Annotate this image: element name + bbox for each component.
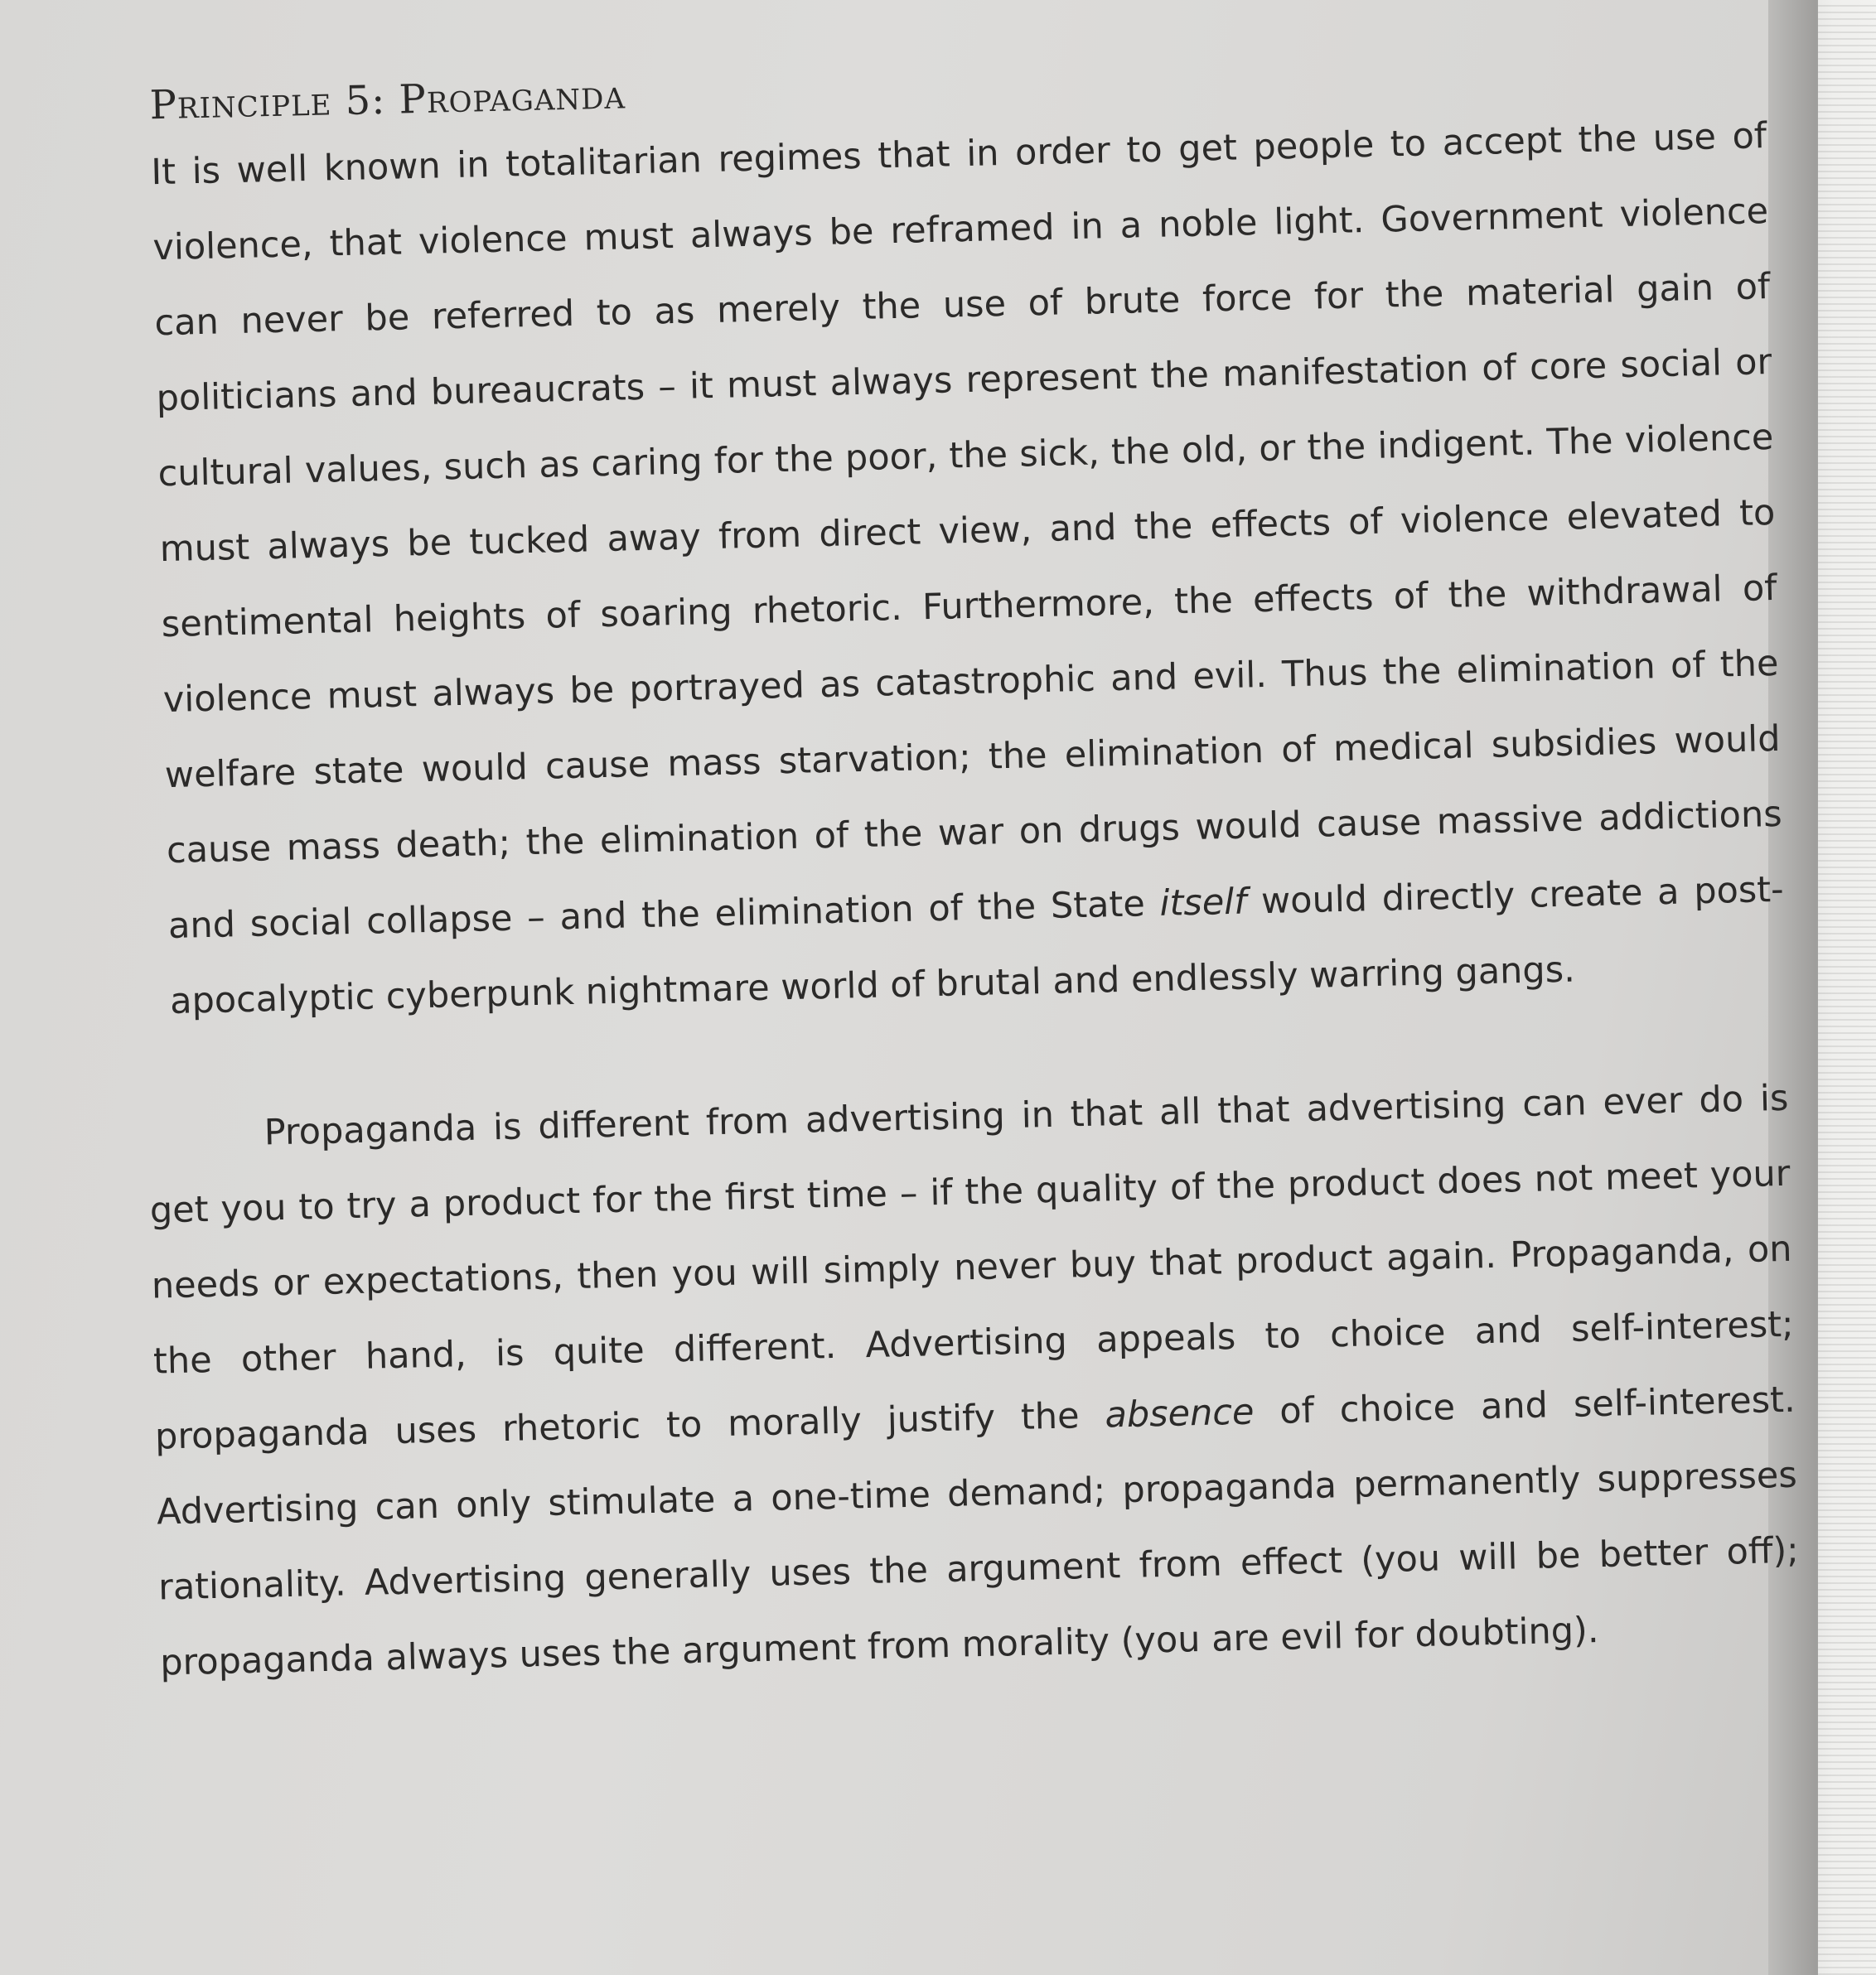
paragraph-1-emphasis: itself: [1158, 881, 1247, 925]
paragraph-2-text: Propaganda is different from advertising in that all that advertising can ever do is get you to try a product for the first time – if the quality of the product does not meet your needs or expectations, then you will simply never buy that product again. Propaganda, on the other hand, is quite different. Advertising appeals to choice and self-interest; propaganda uses rhetoric to morally justify the: [149, 1077, 1795, 1458]
paragraph-2-emphasis: absence: [1104, 1391, 1255, 1437]
next-page-edge: [1818, 0, 1876, 1975]
paragraph-1: [125, 99, 1786, 1041]
paragraph-2: [147, 1061, 1801, 1702]
paragraph-1-text-end: would directly create a post-apocalyptic cyberpunk nightmare world of brutal and endlessly warring gangs.: [169, 868, 1785, 1023]
section-heading: Principle 5: Propaganda: [148, 71, 626, 129]
paragraph-1-text: It is well known in totalitarian regimes that in order to get people to accept the use of violence, that violence must always be reframed in a noble light. Government violence can never be referred to as merely the use of brute force for the material gain of politicians and bureaucrats – it must always represent the manifestation of core social or cultural values, such as caring for the poor, the sick, the old, or the indigent. The violence must always be tucked away from direct view, and the effects of violence elevated to sentimental heights of soaring rhetoric. Furthermore, the effects of the withdrawal of violence must always be portrayed as catastrophic and evil. Thus the elimination of the welfare state would cause mass starvation; the elimination of medical subsidies would cause mass death; the elimination of the war on drugs would cause massive addictions and social collapse – and the elimination of the State: [150, 115, 1783, 948]
paragraph-2-text-end: of choice and self-interest. Advertising can only stimulate a one-time demand; propaganda permanently suppresses rationality. Advertising generally uses the argument from effect (you will be better off); propaganda always uses the argument from morality (you are evil for doubting).: [156, 1379, 1800, 1684]
page-text-block: [124, 46, 1801, 1701]
